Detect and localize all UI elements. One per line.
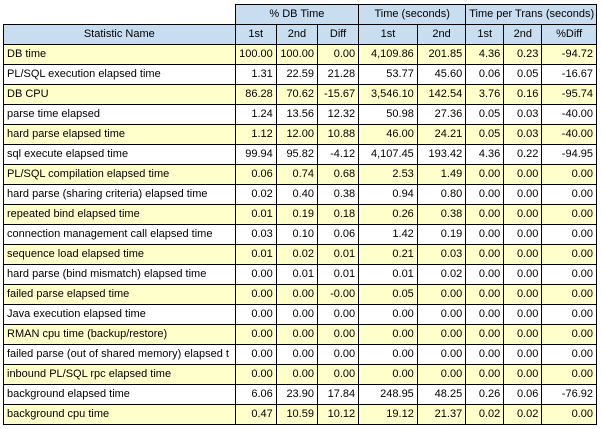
cell-value: -94.95: [542, 145, 597, 165]
cell-value: 0.00: [359, 345, 418, 365]
column-header-statistic-name[interactable]: Statistic Name: [4, 25, 236, 45]
cell-value: 0.00: [542, 185, 597, 205]
cell-value: 0.05: [466, 105, 504, 125]
table-row: [4, 345, 597, 365]
cell-value: 0.00: [417, 365, 465, 385]
cell-value: 1.49: [417, 165, 465, 185]
cell-value: 0.19: [417, 225, 465, 245]
cell-value: 12.00: [276, 125, 317, 145]
cell-value: 0.00: [466, 365, 504, 385]
cell-value: 0.00: [417, 285, 465, 305]
group-header-row: [4, 5, 597, 25]
cell-value: 0.01: [235, 205, 276, 225]
cell-value: 86.28: [235, 85, 276, 105]
cell-value: 0.00: [542, 265, 597, 285]
cell-value: 0.02: [417, 265, 465, 285]
table-row: [4, 105, 597, 125]
cell-value: 0.00: [466, 345, 504, 365]
cell-value: 0.00: [466, 265, 504, 285]
cell-value: 0.00: [466, 305, 504, 325]
cell-value: 0.03: [417, 245, 465, 265]
cell-value: 0.00: [417, 325, 465, 345]
cell-value: 142.54: [417, 85, 465, 105]
cell-value: 17.84: [317, 385, 358, 405]
cell-value: 22.59: [276, 65, 317, 85]
cell-value: -4.12: [317, 145, 358, 165]
cell-statistic-name: Java execution elapsed time: [4, 305, 236, 325]
table-header: [4, 5, 597, 45]
cell-value: 0.02: [235, 185, 276, 205]
cell-value: 2.53: [359, 165, 418, 185]
cell-value: 0.47: [235, 405, 276, 425]
cell-value: 0.06: [317, 225, 358, 245]
cell-value: 0.74: [276, 165, 317, 185]
cell-value: 1.24: [235, 105, 276, 125]
cell-value: 99.94: [235, 145, 276, 165]
cell-statistic-name: PL/SQL execution elapsed time: [4, 65, 236, 85]
cell-value: 193.42: [417, 145, 465, 165]
cell-value: -40.00: [542, 125, 597, 145]
column-header-seconds-1st[interactable]: 1st: [359, 25, 418, 45]
table-row: [4, 305, 597, 325]
cell-statistic-name: connection management call elapsed time: [4, 225, 236, 245]
cell-value: 0.00: [276, 325, 317, 345]
cell-value: 0.00: [542, 345, 597, 365]
cell-value: 0.00: [504, 285, 542, 305]
cell-value: 0.03: [235, 225, 276, 245]
cell-value: 0.00: [359, 365, 418, 385]
cell-value: 50.98: [359, 105, 418, 125]
cell-value: 201.85: [417, 45, 465, 65]
cell-value: -15.67: [317, 85, 358, 105]
cell-value: 0.01: [235, 245, 276, 265]
group-header-blank: [4, 5, 236, 25]
cell-value: 0.00: [504, 185, 542, 205]
cell-statistic-name: background cpu time: [4, 405, 236, 425]
cell-value: 0.00: [542, 365, 597, 385]
table-row: [4, 85, 597, 105]
cell-statistic-name: failed parse elapsed time: [4, 285, 236, 305]
cell-value: 27.36: [417, 105, 465, 125]
table-row: [4, 225, 597, 245]
time-model-statistics-table: [3, 4, 597, 425]
cell-value: 0.00: [276, 285, 317, 305]
cell-value: 0.06: [466, 65, 504, 85]
table-row: [4, 65, 597, 85]
cell-value: 0.00: [235, 345, 276, 365]
column-header-row: [4, 25, 597, 45]
cell-value: 0.00: [504, 265, 542, 285]
cell-value: 12.32: [317, 105, 358, 125]
cell-value: 0.00: [542, 225, 597, 245]
cell-value: 21.28: [317, 65, 358, 85]
cell-value: 1.42: [359, 225, 418, 245]
cell-value: 0.00: [417, 345, 465, 365]
cell-value: 0.00: [317, 45, 358, 65]
cell-value: 0.38: [317, 185, 358, 205]
cell-value: 0.00: [466, 185, 504, 205]
table-row: [4, 185, 597, 205]
cell-value: -95.74: [542, 85, 597, 105]
cell-value: 0.00: [317, 345, 358, 365]
cell-value: -16.67: [542, 65, 597, 85]
cell-value: 10.59: [276, 405, 317, 425]
cell-value: 46.00: [359, 125, 418, 145]
table-row: [4, 205, 597, 225]
cell-value: 0.00: [504, 305, 542, 325]
cell-value: 0.03: [504, 125, 542, 145]
column-header-trans-2nd[interactable]: 2nd: [504, 25, 542, 45]
group-header-time-seconds: Time (seconds): [359, 5, 466, 25]
table-row: [4, 405, 597, 425]
cell-statistic-name: RMAN cpu time (backup/restore): [4, 325, 236, 345]
cell-value: 100.00: [276, 45, 317, 65]
group-header-pct-db-time: % DB Time: [235, 5, 359, 25]
cell-value: 3,546.10: [359, 85, 418, 105]
cell-value: 0.00: [542, 205, 597, 225]
table-row: [4, 145, 597, 165]
cell-value: 0.00: [317, 325, 358, 345]
group-header-time-per-trans: Time per Trans (seconds): [466, 5, 597, 25]
cell-value: 0.00: [317, 305, 358, 325]
cell-statistic-name: parse time elapsed: [4, 105, 236, 125]
table-body: [4, 45, 597, 425]
cell-value: 0.00: [466, 285, 504, 305]
cell-value: 0.00: [317, 365, 358, 385]
cell-value: 0.00: [466, 225, 504, 245]
cell-value: 0.00: [504, 165, 542, 185]
cell-value: 0.00: [542, 305, 597, 325]
cell-value: 0.19: [276, 205, 317, 225]
cell-value: 100.00: [235, 45, 276, 65]
column-header-pct-1st[interactable]: 1st: [235, 25, 276, 45]
cell-value: 0.00: [504, 345, 542, 365]
cell-value: 10.12: [317, 405, 358, 425]
cell-value: 0.06: [504, 385, 542, 405]
cell-value: 0.00: [504, 245, 542, 265]
cell-value: 70.62: [276, 85, 317, 105]
cell-value: 0.03: [504, 105, 542, 125]
cell-value: -0.00: [317, 285, 358, 305]
cell-value: 0.01: [317, 265, 358, 285]
cell-value: 0.00: [359, 325, 418, 345]
cell-value: 0.68: [317, 165, 358, 185]
cell-value: 0.00: [235, 265, 276, 285]
column-header-pct-2nd[interactable]: 2nd: [276, 25, 317, 45]
cell-value: 0.00: [359, 305, 418, 325]
cell-value: 0.00: [504, 325, 542, 345]
cell-value: -94.72: [542, 45, 597, 65]
cell-statistic-name: repeated bind elapsed time: [4, 205, 236, 225]
cell-value: 3.76: [466, 85, 504, 105]
cell-value: 0.00: [235, 325, 276, 345]
cell-value: 45.60: [417, 65, 465, 85]
column-header-trans-1st[interactable]: 1st: [466, 25, 504, 45]
cell-value: 0.00: [235, 365, 276, 385]
cell-value: 0.00: [235, 305, 276, 325]
cell-value: 0.00: [466, 165, 504, 185]
cell-statistic-name: sequence load elapsed time: [4, 245, 236, 265]
cell-value: 0.06: [235, 165, 276, 185]
cell-value: 0.10: [276, 225, 317, 245]
cell-value: 0.21: [359, 245, 418, 265]
cell-value: 0.22: [504, 145, 542, 165]
cell-value: 0.00: [504, 365, 542, 385]
cell-value: 24.21: [417, 125, 465, 145]
cell-value: 0.05: [359, 285, 418, 305]
cell-value: 10.88: [317, 125, 358, 145]
cell-value: 0.00: [466, 245, 504, 265]
cell-value: 0.00: [276, 365, 317, 385]
cell-value: -40.00: [542, 105, 597, 125]
cell-value: 21.37: [417, 405, 465, 425]
table-row: [4, 325, 597, 345]
cell-value: 0.18: [317, 205, 358, 225]
cell-value: 4.36: [466, 145, 504, 165]
cell-value: 95.82: [276, 145, 317, 165]
cell-value: 0.05: [504, 65, 542, 85]
cell-value: 0.01: [276, 265, 317, 285]
cell-value: 0.00: [466, 325, 504, 345]
cell-value: 0.00: [542, 165, 597, 185]
cell-value: 0.02: [466, 405, 504, 425]
cell-value: 0.38: [417, 205, 465, 225]
cell-value: 0.40: [276, 185, 317, 205]
column-header-trans-pctdiff[interactable]: %Diff: [542, 25, 597, 45]
column-header-pct-diff[interactable]: Diff: [317, 25, 358, 45]
cell-value: 248.95: [359, 385, 418, 405]
cell-statistic-name: background elapsed time: [4, 385, 236, 405]
cell-value: 19.12: [359, 405, 418, 425]
cell-value: 4.36: [466, 45, 504, 65]
cell-value: 1.31: [235, 65, 276, 85]
cell-value: 0.00: [235, 285, 276, 305]
column-header-seconds-2nd[interactable]: 2nd: [417, 25, 465, 45]
cell-value: 0.00: [276, 305, 317, 325]
cell-value: 0.00: [276, 345, 317, 365]
cell-value: 53.77: [359, 65, 418, 85]
table-row: [4, 285, 597, 305]
cell-value: 0.02: [276, 245, 317, 265]
cell-statistic-name: inbound PL/SQL rpc elapsed time: [4, 365, 236, 385]
cell-value: 48.25: [417, 385, 465, 405]
cell-value: 0.00: [542, 285, 597, 305]
cell-value: 4,109.86: [359, 45, 418, 65]
cell-value: 0.94: [359, 185, 418, 205]
cell-value: 0.00: [466, 205, 504, 225]
cell-value: 0.01: [359, 265, 418, 285]
cell-value: 0.05: [466, 125, 504, 145]
cell-value: -76.92: [542, 385, 597, 405]
cell-value: 0.16: [504, 85, 542, 105]
cell-statistic-name: failed parse (out of shared memory) elapsed t: [4, 345, 236, 365]
cell-statistic-name: PL/SQL compilation elapsed time: [4, 165, 236, 185]
cell-value: 23.90: [276, 385, 317, 405]
cell-value: 0.00: [542, 245, 597, 265]
cell-value: 1.12: [235, 125, 276, 145]
cell-statistic-name: hard parse elapsed time: [4, 125, 236, 145]
cell-value: 0.00: [542, 325, 597, 345]
cell-statistic-name: hard parse (bind mismatch) elapsed time: [4, 265, 236, 285]
cell-value: 4,107.45: [359, 145, 418, 165]
cell-value: 0.26: [359, 205, 418, 225]
cell-statistic-name: hard parse (sharing criteria) elapsed time: [4, 185, 236, 205]
cell-value: 0.26: [466, 385, 504, 405]
cell-value: 6.06: [235, 385, 276, 405]
cell-value: 0.01: [317, 245, 358, 265]
table-row: [4, 265, 597, 285]
cell-value: 0.02: [504, 405, 542, 425]
cell-value: 0.23: [504, 45, 542, 65]
table-row: [4, 385, 597, 405]
table-row: [4, 125, 597, 145]
table-row: [4, 365, 597, 385]
cell-statistic-name: DB time: [4, 45, 236, 65]
cell-value: 0.00: [417, 305, 465, 325]
cell-statistic-name: DB CPU: [4, 85, 236, 105]
cell-value: 0.00: [504, 205, 542, 225]
table-row: [4, 45, 597, 65]
cell-statistic-name: sql execute elapsed time: [4, 145, 236, 165]
cell-value: 0.00: [542, 405, 597, 425]
cell-value: 13.56: [276, 105, 317, 125]
table-row: [4, 165, 597, 185]
cell-value: 0.00: [504, 225, 542, 245]
cell-value: 0.80: [417, 185, 465, 205]
table-row: [4, 245, 597, 265]
